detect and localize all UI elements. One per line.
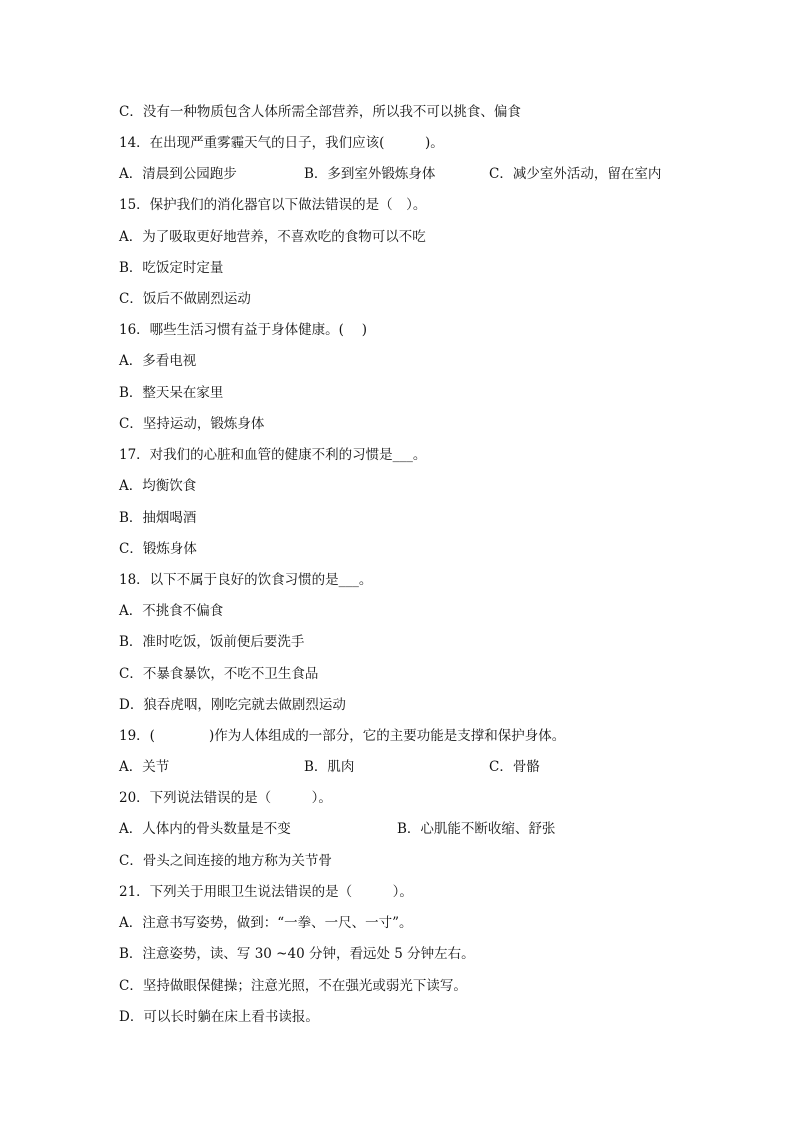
q17-option-a: A．均衡饮食 — [119, 478, 197, 494]
q15-option-a: A．为了吸取更好地营养，不喜欢吃的食物可以不吃 — [119, 229, 426, 245]
q16-stem: 16．哪些生活习惯有益于身体健康。( ) — [119, 322, 368, 338]
q18-option-c: C．不暴食暴饮，不吃不卫生食品 — [119, 666, 319, 682]
q19-option-a: A．关节 — [119, 759, 170, 775]
q21-option-c: C．坚持做眼保健操；注意光照，不在强光或弱光下读写。 — [119, 978, 467, 994]
q16-option-b: B．整天呆在家里 — [119, 385, 224, 401]
q19-option-b: B．肌肉 — [304, 759, 355, 775]
q19-option-c: C．骨骼 — [489, 759, 540, 775]
q21-stem: 21．下列关于用眼卫生说法错误的是（ ）。 — [119, 884, 413, 900]
q16-option-c: C．坚持运动，锻炼身体 — [119, 416, 265, 432]
q17-option-b: B．抽烟喝酒 — [119, 510, 197, 526]
q16-option-a: A．多看电视 — [119, 353, 197, 369]
q20-stem: 20．下列说法错误的是（ ）。 — [119, 790, 332, 806]
q15-option-b: B．吃饭定时定量 — [119, 260, 224, 276]
q19-stem: 19．( )作为人体组成的一部分，它的主要功能是支撑和保护身体。 — [119, 728, 566, 744]
q20-option-a: A．人体内的骨头数量是不变 — [119, 821, 291, 837]
q20-option-c: C．骨头之间连接的地方称为关节骨 — [119, 853, 332, 869]
q17-stem: 17．对我们的心脏和血管的健康不利的习惯是___。 — [119, 447, 427, 463]
q21-option-d: D．可以长时躺在床上看书读报。 — [119, 1009, 319, 1025]
q20-option-b: B．心肌能不断收缩、舒张 — [397, 821, 556, 837]
q21-option-b: B．注意姿势，读、写 30 ~40 分钟，看远处 5 分钟左右。 — [119, 946, 475, 962]
q21-option-a: A．注意书写姿势，做到：“一拳、一尺、一寸”。 — [119, 915, 413, 931]
q18-option-a: A．不挑食不偏食 — [119, 603, 224, 619]
q15-option-c: C．饭后不做剧烈运动 — [119, 291, 251, 307]
q18-option-b: B．准时吃饭，饭前便后要洗手 — [119, 634, 305, 650]
q14-option-a: A．清晨到公园跑步 — [119, 166, 237, 182]
q14-option-b: B．多到室外锻炼身体 — [304, 166, 436, 182]
q17-option-c: C．锻炼身体 — [119, 541, 197, 557]
q14-stem: 14．在出现严重雾霾天气的日子，我们应该( )。 — [119, 135, 444, 151]
q18-option-d: D．狼吞虎咽，刚吃完就去做剧烈运动 — [119, 697, 346, 713]
q18-stem: 18．以下不属于良好的饮食习惯的是___。 — [119, 572, 373, 588]
q14-option-c: C．减少室外活动，留在室内 — [489, 166, 662, 182]
q15-stem: 15．保护我们的消化器官以下做法错误的是（ ）。 — [119, 197, 427, 213]
q13-option-c: C．没有一种物质包含人体所需全部营养，所以我不可以挑食、偏食 — [119, 104, 521, 120]
